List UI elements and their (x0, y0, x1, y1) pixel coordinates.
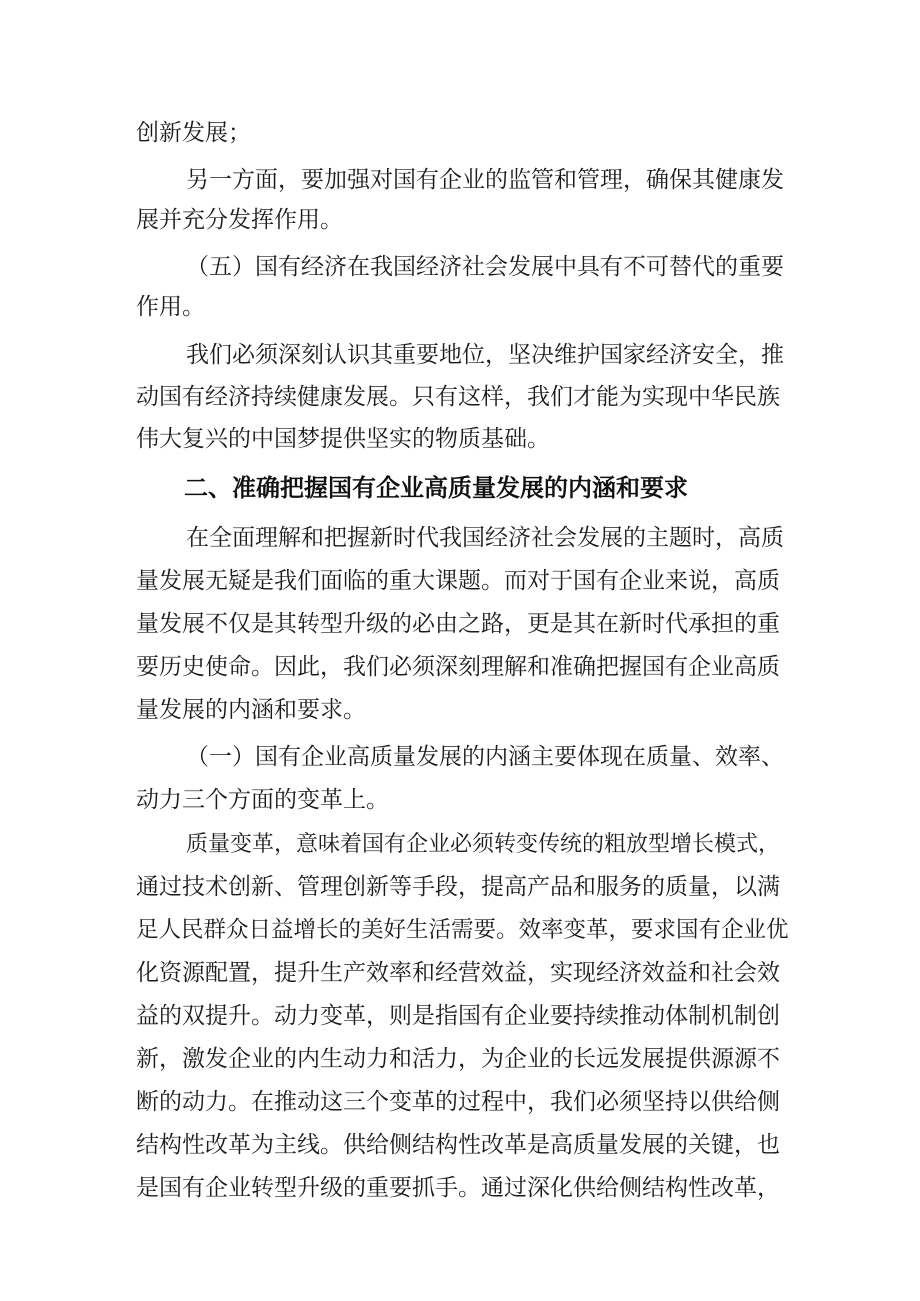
text-line: 要历史使命。因此，我们必须深刻理解和准确把握国有企业高质 (136, 654, 780, 680)
text-line: 量发展的内涵和要求。 (136, 697, 366, 723)
text-line: 量发展无疑是我们面临的重大课题。而对于国有企业来说，高质 (136, 568, 780, 594)
text-line: 动国有经济持续健康发展。只有这样，我们才能为实现中华民族 (136, 384, 780, 410)
text-line: 益的双提升。动力变革，则是指国有企业要持续推动体制机制创 (136, 1003, 780, 1029)
text-line: 通过技术创新、管理创新等手段，提高产品和服务的质量，以满 (136, 874, 780, 900)
text-line: 是国有企业转型升级的重要抓手。通过深化供给侧结构性改革， (136, 1175, 780, 1201)
text-line: 动力三个方面的变革上。 (136, 787, 389, 813)
text-line: 新，激发企业的内生动力和活力，为企业的长远发展提供源源不 (136, 1046, 780, 1072)
section-subheading: （一）国有企业高质量发展的内涵主要体现在质量、效率、 (186, 744, 784, 770)
section-heading: 二、准确把握国有企业高质量发展的内涵和要求 (184, 474, 688, 502)
text-line: 创新发展； (136, 120, 251, 146)
paragraph-first-line: 我们必须深刻认识其重要地位，坚决维护国家经济安全，推 (186, 342, 784, 368)
text-line: 作用。 (136, 294, 205, 320)
section-subheading: （五）国有经济在我国经济社会发展中具有不可替代的重要 (186, 254, 784, 280)
text-line: 断的动力。在推动这三个变革的过程中，我们必须坚持以供给侧 (136, 1089, 780, 1115)
text-line: 化资源配置，提升生产效率和经营效益，实现经济效益和社会效 (136, 960, 780, 986)
text-line: 伟大复兴的中国梦提供坚实的物质基础。 (136, 426, 550, 452)
text-line: 量发展不仅是其转型升级的必由之路，更是其在新时代承担的重 (136, 611, 780, 637)
text-line: 足人民群众日益增长的美好生活需要。效率变革，要求国有企业优 (136, 917, 789, 943)
paragraph-first-line: 在全面理解和把握新时代我国经济社会发展的主题时，高质 (186, 525, 784, 551)
paragraph-first-line: 质量变革，意味着国有企业必须转变传统的粗放型增长模式， (186, 832, 781, 857)
text-line: 结构性改革为主线。供给侧结构性改革是高质量发展的关键，也 (136, 1132, 780, 1158)
paragraph-first-line: 另一方面，要加强对国有企业的监管和管理，确保其健康发 (186, 167, 784, 193)
text-line: 展并充分发挥作用。 (136, 207, 343, 233)
